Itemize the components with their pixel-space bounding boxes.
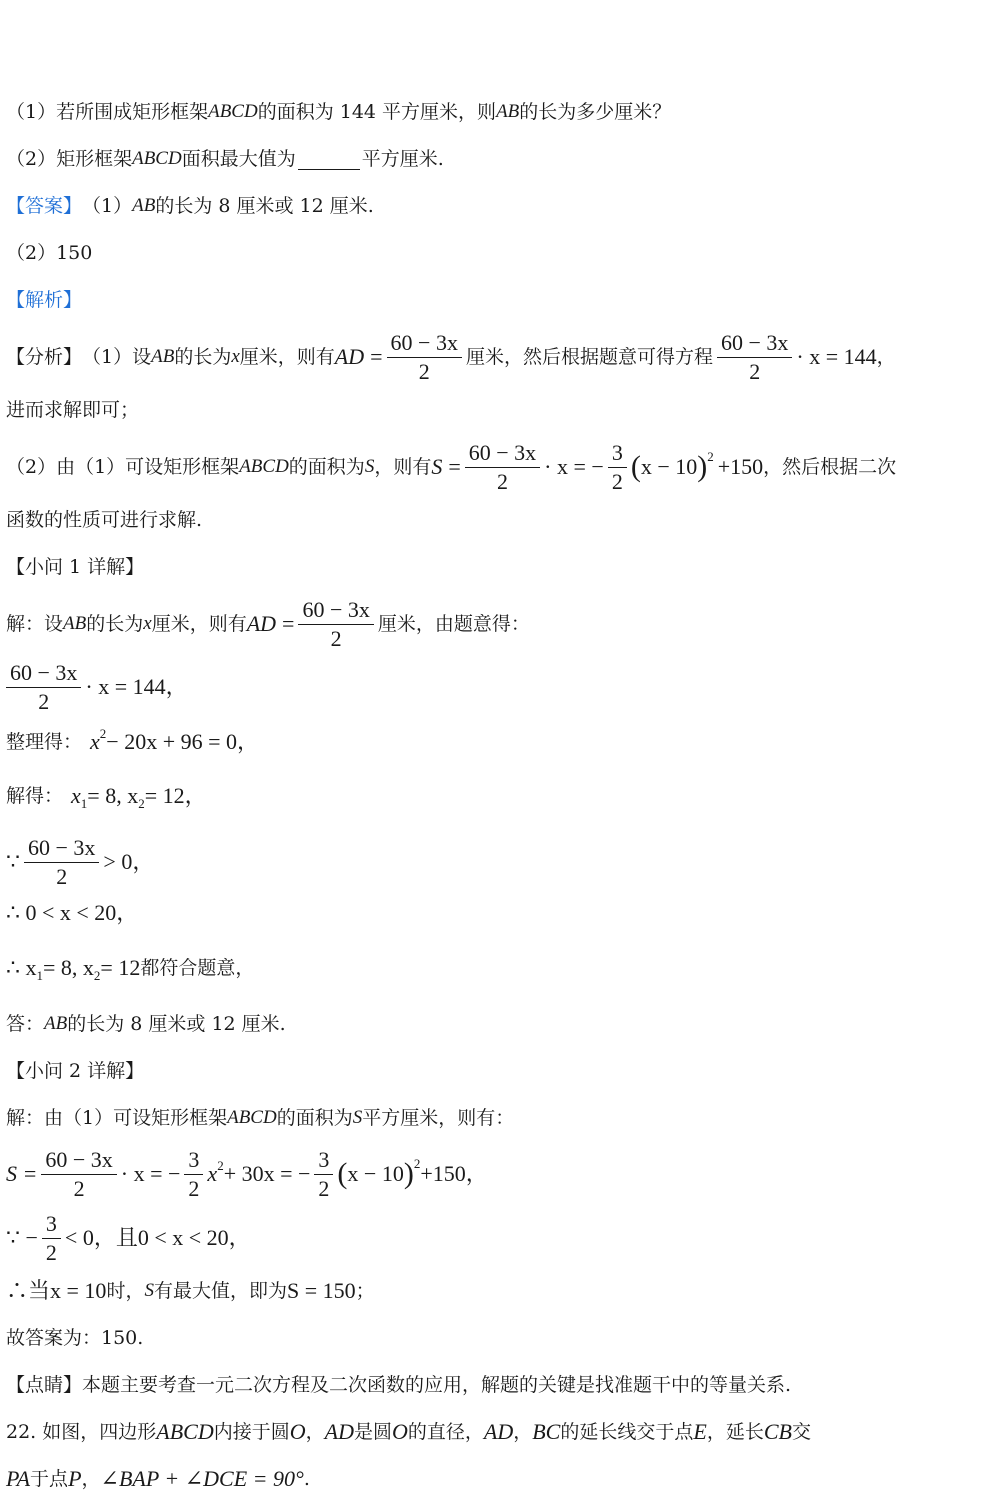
fraction: $\frac{60 - 3x}{2}$ bbox=[298, 596, 373, 653]
fraction: $\frac{3}{2}$ bbox=[184, 1146, 203, 1203]
sub1-line-5: ∵ $\frac{60 - 3x}{2}$ > 0， bbox=[6, 834, 155, 889]
fenxi-line-4: 函数的性质可进行求解. bbox=[6, 509, 203, 531]
answer-line-2: （2）150 bbox=[6, 242, 93, 264]
question-2: （2）矩形框架 ABCD 面积最大值为 平方厘米. bbox=[6, 148, 444, 170]
fraction: $\frac{3}{2}$ bbox=[608, 439, 627, 496]
fraction: $\frac{3}{2}$ bbox=[42, 1210, 61, 1267]
fraction: $\frac{60 - 3x}{2}$ bbox=[465, 439, 540, 496]
fenxi-line-2: 进而求解即可； bbox=[6, 399, 140, 421]
sub2-heading: 【小问 2 详解】 bbox=[6, 1060, 145, 1082]
dianjing-line: 【点睛】 本题主要考查一元二次方程及二次函数的应用，解题的关键是找准题干中的等量关系. bbox=[6, 1374, 792, 1396]
answer-blank bbox=[298, 149, 360, 170]
fenxi-line-1: 【分析】 （1）设 AB 的长为 x 厘米，则有 AD = $\frac{60 - 3x}{2}$ 厘米，然后根据题意可得方程 $\frac{60 - 3x}{2}$ · x = 144 ， bbox=[6, 329, 896, 384]
question-1: （1）若所围成矩形框架 ABCD 的面积为 144 平方厘米，则 AB 的长为多少厘米？ bbox=[6, 101, 672, 123]
question-22-line-2: PA 于点 P ， ∠BAP + ∠DCE = 90° . bbox=[6, 1466, 310, 1491]
sub1-line-7: ∴ x $_1$ = 8, x $_2$ = 12 都符合题意， bbox=[6, 955, 255, 983]
sub1-line-2: $\frac{60 - 3x}{2}$ · x = 144， bbox=[2, 655, 975, 719]
sub2-line-4: ∴当 x = 10 时， S 有最大值，即为 S = 150 ； bbox=[6, 1278, 375, 1303]
fraction: $\frac{3}{2}$ bbox=[314, 1146, 333, 1203]
sub1-heading: 【小问 1 详解】 bbox=[6, 556, 145, 578]
sub2-line-1: 解：由（1）可设矩形框架 ABCD 的面积为 S 平方厘米，则有： bbox=[6, 1107, 515, 1129]
fraction: $\frac{60 - 3x}{2}$ bbox=[24, 834, 99, 891]
question-22-line-1: 22. 如图，四边形 ABCD 内接于圆 O ， AD 是圆 O 的直径， AD ， BC 的延长线交于点 E ，延长 CB 交 bbox=[6, 1419, 811, 1444]
sub1-line-4: 解得： x $_1$ = 8, x $_2$ = 12， bbox=[6, 783, 207, 811]
answer-tag: 【答案】 bbox=[6, 195, 83, 217]
sub1-line-1: 解：设 AB 的长为 x 厘米，则有 AD = $\frac{60 - 3x}{2}$ 厘米，由题意得： bbox=[6, 596, 530, 651]
sub2-line-3: ∵ − $\frac{3}{2}$ < 0，且 0 < x < 20， bbox=[6, 1210, 251, 1265]
sub1-line-6: ∴ 0 < x < 20， bbox=[6, 900, 139, 925]
fraction: $\frac{60 - 3x}{2}$ bbox=[717, 329, 792, 386]
fraction: $\frac{60 - 3x}{2}$ bbox=[387, 329, 462, 386]
fenxi-line-3: （2）由（1）可设矩形框架 ABCD 的面积为 S ，则有 S = $\frac{60 - 3x}{2}$ · x = − $\frac{3}{2}$ ( x − 10 ) $^2$ +150 ，然后根据二次 bbox=[6, 439, 897, 494]
analysis-heading: 【解析】 bbox=[6, 289, 83, 311]
sub1-line-8: 答： AB 的长为 8 厘米或 12 厘米. bbox=[6, 1013, 286, 1035]
sub2-line-2: S = $\frac{60 - 3x}{2}$ · x = − $\frac{3}{2}$ x $^2$ + 30x = − $\frac{3}{2}$ ( x − 10 ) $^2$ +150， bbox=[6, 1146, 488, 1201]
answer-line-1: 【答案】 （1） AB 的长为 8 厘米或 12 厘米. bbox=[6, 195, 374, 217]
sub1-line-3: 整理得： x $^2$ − 20x + 96 = 0， bbox=[6, 726, 260, 754]
fraction: $\frac{60 - 3x}{2}$ bbox=[41, 1146, 116, 1203]
sub2-line-5: 故答案为：150. bbox=[6, 1327, 144, 1349]
fraction: $\frac{60 - 3x}{2}$ bbox=[6, 659, 81, 716]
